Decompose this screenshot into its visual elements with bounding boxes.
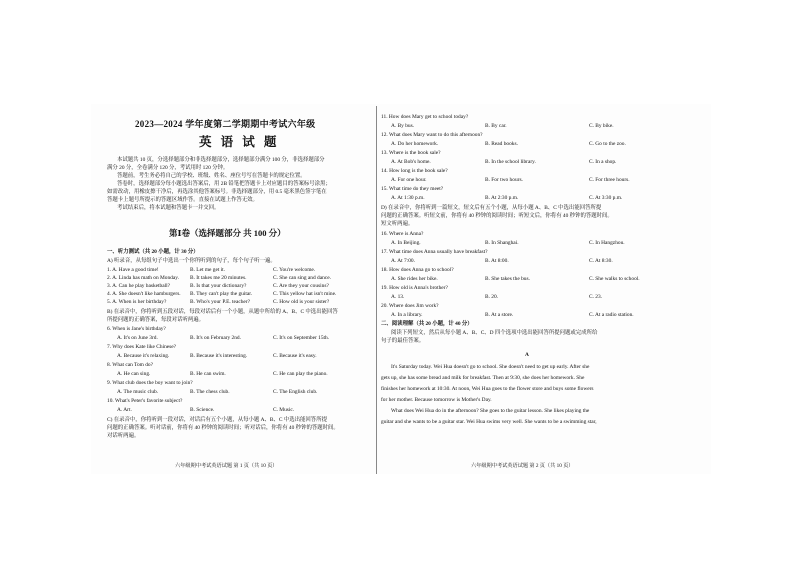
option-a: A. He can sing. <box>117 371 151 377</box>
option-a: 5. A. When is her birthday? <box>107 299 167 305</box>
question: 14. How long is the book sale? <box>381 168 448 174</box>
option-b: B. Let me get it. <box>190 267 226 273</box>
option-a: A. She rides her bike. <box>391 276 438 282</box>
question: 18. How does Anna go to school? <box>381 267 454 273</box>
option-c: C. At 8:30. <box>589 258 613 264</box>
option-c: C. How old is your sister? <box>273 299 330 305</box>
option-a: A. By bus. <box>391 123 415 129</box>
passage-label: A <box>525 352 529 358</box>
option-c: C. In Hangzhou. <box>589 240 625 246</box>
option-c: C. At a radio station. <box>589 312 634 318</box>
intro-line: 答卷时，选择题部分每小题选出答案后，用 2B 铅笔把答题卡上对应题目的答案标号涂黑； <box>117 181 331 187</box>
passage-line: What does Wei Hua do in the afternoon? She goes to the guitar lesson. She likes playing the <box>391 408 590 414</box>
option-a: A. Do her homework. <box>391 141 439 147</box>
option-a: A. The music club. <box>117 389 159 395</box>
intro-line: 答题前，考生务必将自己的学校、班级、姓名、座位号写在答题卡的规定位置。 <box>117 173 306 179</box>
option-a: 3. A. Can he play basketball? <box>107 283 171 289</box>
question: 20. Where does Jim work? <box>381 303 439 309</box>
question: 19. How old is Anna's brother? <box>381 285 448 291</box>
intro-line: 本试题共 10 页，分选择题部分和非选择题部分，选择题部分满分 100 分，非选择题部分 <box>117 157 325 163</box>
option-c: C. Are they your cousins? <box>273 283 329 289</box>
option-b: B. He can swim. <box>190 371 226 377</box>
question: 11. How does Mary get to school today? <box>381 114 469 120</box>
passage-line: gets up, she has some bread and milk for breakfast. Then at 9:30, she does her homework. She <box>381 375 585 381</box>
part-heading: 一、听力测试（共 20 小题，计 30 分） <box>107 249 199 255</box>
option-b: B. Science. <box>190 407 215 413</box>
option-c: C. At 3:30 p.m. <box>589 195 623 201</box>
part-d-instruction: 短文听两遍。 <box>381 221 414 227</box>
option-c: C. Music. <box>273 407 295 413</box>
option-b: B. Read books. <box>485 141 518 147</box>
option-a: A. At 1:30 p.m. <box>391 195 425 201</box>
option-a: A. It's on June 3rd. <box>117 335 158 341</box>
page-1 <box>97 104 387 474</box>
question: 10. What's Peter's favorite subject? <box>107 398 183 404</box>
page-footer: 六年级期中考试英语试题 第 2 页（共 10 页） <box>471 463 574 469</box>
question: 8. What can Tom do? <box>107 362 153 368</box>
option-b: B. Who's your P.E. teacher? <box>190 299 251 305</box>
option-c: C. Go to the zoo. <box>589 141 626 147</box>
question: 15. What time do they meet? <box>381 186 444 192</box>
part2-instruction: 阅读下列短文，然后从每小题 A、B、C、D 四个选项中选出能回答所提问题或完成所给 <box>391 330 598 336</box>
section-title: 第Ⅰ卷（选择题部分 共 100 分） <box>169 228 286 238</box>
intro-line: 满分 20 分，全卷满分 120 分，考试用时 120 分钟。 <box>107 165 229 171</box>
option-a: A. At 7:00. <box>391 258 415 264</box>
question: 6. When is Jane's birthday? <box>107 326 166 332</box>
option-a: A. In Beijing. <box>391 240 421 246</box>
option-b: B. 20. <box>485 294 499 300</box>
option-a: A. At Bob's home. <box>391 159 431 165</box>
option-b: B. Is that your dictionary? <box>190 283 247 289</box>
exam-title: 2023—2024 学年度第二学期期中考试六年级 <box>135 119 316 129</box>
page-footer: 六年级期中考试英语试题 第 1 页（共 10 页） <box>175 463 278 469</box>
option-a: 2. A. Linda has math on Monday. <box>107 275 179 281</box>
option-b: B. At a store. <box>485 312 514 318</box>
option-b: B. In the school library. <box>485 159 536 165</box>
question: 13. Where is the book sale? <box>381 150 441 156</box>
option-a: A. Art. <box>117 407 132 413</box>
option-a: 4. A. She doesn't like hamburgers. <box>107 291 181 297</box>
option-c: C. This yellow hat isn't mine. <box>273 291 337 297</box>
passage-line: guitar and she wants to be a guitar star. Wei Hua swims very well. She wants to be a swimming star, <box>381 419 597 425</box>
part-c-instruction: 对话听两遍。 <box>107 433 140 439</box>
part2-instruction: 句子的最佳答案。 <box>381 338 425 344</box>
question: 7. Why does Kate like Chinese? <box>107 344 177 350</box>
passage-line: finishes her homework at 10:30. At noon, Wei Hua goes to the flower store and buys some flowers <box>381 386 594 392</box>
option-c: C. By bike. <box>589 123 614 129</box>
option-b: B. Because it's interesting. <box>190 353 248 359</box>
exam-sheet <box>91 104 711 474</box>
option-c: C. Because it's easy. <box>273 353 317 359</box>
option-c: C. The English club. <box>273 389 318 395</box>
option-a: 1. A. Have a good time! <box>107 267 159 273</box>
option-b: B. In Shanghai. <box>485 240 519 246</box>
part-c-instruction: 问题的正确答案。听对话前，你将有 40 秒钟的阅读时间；听对话后，你将有 40 秒钟的答题时间。 <box>107 425 339 431</box>
part-d-instruction: 问题的正确答案。听短文前，你将有 40 秒钟的阅读时间；听短文后，你将有 40 秒钟的答题时间。 <box>381 213 613 219</box>
option-c: C. She can sing and dance. <box>273 275 331 281</box>
option-c: C. In a shop. <box>589 159 617 165</box>
option-a: A. Because it's relaxing. <box>117 353 170 359</box>
question: 9. What club does the boy want to join? <box>107 380 193 386</box>
option-c: C. For three hours. <box>589 177 630 183</box>
page-2 <box>379 104 709 474</box>
option-b: B. It takes me 20 minutes. <box>190 275 247 281</box>
part-a-instruction: A) 听录音，从每组句子中选出一个你所听到的句子，每个句子听一遍。 <box>107 258 276 264</box>
intro-line: 考试结束后，将本试题和答题卡一并交回。 <box>117 205 220 211</box>
option-c: C. He can play the piano. <box>273 371 328 377</box>
question: 12. What does Mary want to do this afternoon? <box>381 132 483 138</box>
option-a: A. In a library. <box>391 312 423 318</box>
option-c: C. She walks to school. <box>589 276 640 282</box>
part-b-instruction: 所提问题的正确答案，每段对话听两遍。 <box>107 317 205 323</box>
option-b: B. For two hours. <box>485 177 523 183</box>
option-c: C. You're welcome. <box>273 267 316 273</box>
option-b: B. By car. <box>485 123 507 129</box>
part-heading: 二、阅读理解（共 20 小题，计 40 分） <box>381 321 473 327</box>
question: 17. What time does Anna usually have breakfast? <box>381 249 488 255</box>
intro-line: 答题卡上题号所提示的答题区域作答。直接在试题上作答无效。 <box>107 197 258 203</box>
option-b: B. It's on February 2nd. <box>190 335 241 341</box>
option-b: B. At 8:00. <box>485 258 509 264</box>
question: 16. Where is Anna? <box>381 231 424 237</box>
passage-line: It's Saturday today. Wei Hua doesn't go to school. She doesn't need to get up early. After she <box>391 364 590 370</box>
option-b: B. They can't play the guitar. <box>190 291 253 297</box>
part-d-instruction: D) 在录音中，你将听到一篇短文，短文后有五个小题，从每小题 A、B、C 中选出能回答所提 <box>381 205 602 211</box>
option-a: A. 13. <box>391 294 405 300</box>
part-c-instruction: C) 在录音中，你将听到一段对话，对话后有五个小题，从每小题 A、B、C 中选出能回答所提 <box>107 417 327 423</box>
option-c: C. 23. <box>589 294 603 300</box>
option-b: B. She takes the bus. <box>485 276 530 282</box>
option-c: C. It's on September 15th. <box>273 335 330 341</box>
passage-line: for her mother. Because tomorrow is Mother's Day. <box>381 397 492 403</box>
part-b-instruction: B) 在录音中，你将听到五段对话，每段对话后有一个小题，从题中所给的 A、B、C 中选出能回答 <box>107 309 338 315</box>
option-a: A. For one hour. <box>391 177 427 183</box>
intro-line: 如需改动，用橡皮擦干净后，再选涂其他答案标号。非选择题部分，用 0.5 毫米黑色签字笔在 <box>107 189 327 195</box>
option-b: B. The chess club. <box>190 389 230 395</box>
option-b: B. At 2:30 p.m. <box>485 195 519 201</box>
exam-subtitle: 英 语 试 题 <box>199 135 280 149</box>
